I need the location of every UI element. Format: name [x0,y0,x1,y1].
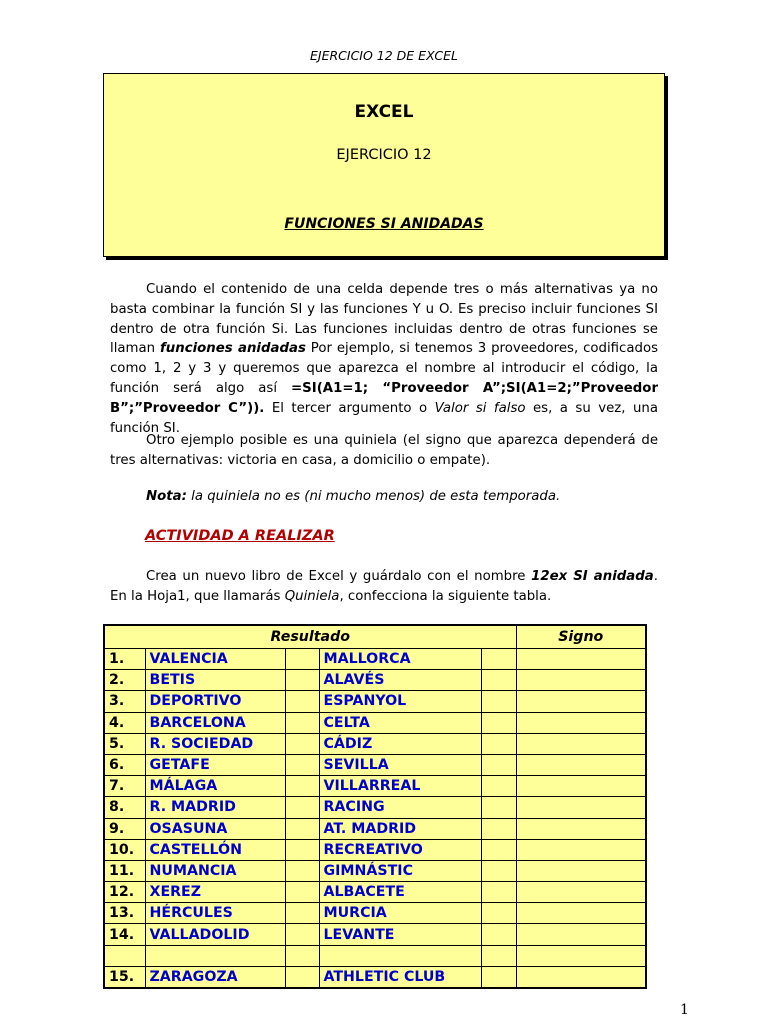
away-team: SEVILLA [319,754,481,775]
header-resultado: Resultado [104,625,516,649]
home-team: OSASUNA [145,818,285,839]
row-number [104,945,145,966]
table-row [104,733,646,754]
activity-paragraph: Crea un nuevo libro de Excel y guárdalo con el nombre 12ex SI anidada. En la Hoja1, que llamarás Quiniela, confecciona la siguiente tabla. [110,569,658,604]
running-header: EJERCICIO 12 DE EXCEL [309,48,459,63]
home-team: HÉRCULES [145,903,285,924]
home-score-cell [285,966,319,988]
home-team: MÁLAGA [145,776,285,797]
table-row [104,797,646,818]
row-number: 3. [104,691,145,712]
home-score-cell [285,670,319,691]
away-team: RACING [319,797,481,818]
table-row [104,945,646,966]
sign-cell [516,712,646,733]
home-score-cell [285,818,319,839]
table-row [104,966,646,988]
sign-cell [516,924,646,945]
table-row [104,924,646,945]
row-number: 15. [104,966,145,988]
away-score-cell [481,754,516,775]
away-team: GIMNÁSTIC [319,860,481,881]
away-score-cell [481,670,516,691]
home-score-cell [285,691,319,712]
table-row [104,649,646,670]
away-score-cell [481,860,516,881]
home-team: DEPORTIVO [145,691,285,712]
row-number: 11. [104,860,145,881]
sign-cell [516,670,646,691]
away-team: AT. MADRID [319,818,481,839]
home-score-cell [285,903,319,924]
row-number: 12. [104,882,145,903]
home-team: ZARAGOZA [145,966,285,988]
exercise-subtitle: EJERCICIO 12 [336,147,432,163]
doc-title: EXCEL [354,102,414,122]
away-team: MALLORCA [319,649,481,670]
row-number: 7. [104,776,145,797]
away-score-cell [481,966,516,988]
home-team: GETAFE [145,754,285,775]
sign-cell [516,839,646,860]
topic-heading: FUNCIONES SI ANIDADAS [284,216,484,232]
table-row [104,818,646,839]
sign-cell [516,966,646,988]
away-score-cell [481,797,516,818]
row-number: 5. [104,733,145,754]
away-team: ALBACETE [319,882,481,903]
away-score-cell [481,945,516,966]
note-paragraph: Nota: la quiniela no es (ni mucho menos) de esta temporada. [146,489,561,504]
home-score-cell [285,649,319,670]
home-score-cell [285,839,319,860]
home-team: VALENCIA [145,649,285,670]
table-row [104,754,646,775]
sign-cell [516,903,646,924]
sign-cell [516,882,646,903]
away-score-cell [481,776,516,797]
sign-cell [516,945,646,966]
header-signo: Signo [516,625,646,649]
away-team: MURCIA [319,903,481,924]
page-number: 1 [680,1002,689,1018]
away-score-cell [481,733,516,754]
sign-cell [516,776,646,797]
away-score-cell [481,882,516,903]
row-number: 2. [104,670,145,691]
table-row [104,860,646,881]
sign-cell [516,818,646,839]
activity-heading: ACTIVIDAD A REALIZAR [145,528,335,544]
table-row [104,839,646,860]
home-team: BARCELONA [145,712,285,733]
away-score-cell [481,924,516,945]
away-team: ATHLETIC CLUB [319,966,481,988]
home-score-cell [285,712,319,733]
home-score-cell [285,945,319,966]
away-team: VILLARREAL [319,776,481,797]
home-team: NUMANCIA [145,860,285,881]
home-score-cell [285,882,319,903]
away-score-cell [481,818,516,839]
away-score-cell [481,839,516,860]
table-row [104,670,646,691]
row-number: 4. [104,712,145,733]
row-number: 8. [104,797,145,818]
table-row [104,712,646,733]
away-score-cell [481,649,516,670]
row-number: 9. [104,818,145,839]
home-score-cell [285,776,319,797]
table-row [104,691,646,712]
home-team: XEREZ [145,882,285,903]
home-score-cell [285,754,319,775]
away-team: ALAVÉS [319,670,481,691]
table-row [104,882,646,903]
row-number: 14. [104,924,145,945]
example-paragraph: Otro ejemplo posible es una quiniela (el signo que aparezca dependerá de tres alternativas: victoria en casa, a domicilio o empate). [110,433,658,468]
away-team: CELTA [319,712,481,733]
sign-cell [516,797,646,818]
away-team: ESPANYOL [319,691,481,712]
intro-paragraph: Cuando el contenido de una celda depende tres o más alternativas ya no basta combinar la función SI y las funciones Y u O. Es preciso incluir funciones SI dentro de otra función Si. Las funciones incluidas dentro de otras funciones se llaman funciones anidadas Por ejemplo, si tenemos 3 proveedores, codificados como 1, 2 y 3 y queremos que aparezca el nombre al introducir el código, la función será algo así =SI(A1=1; “Proveedor A”;SI(A1=2;”Proveedor B”;”Proveedor C”)). El tercer argumento o Valor si falso es, a su vez, una función SI. [110,282,659,436]
home-team: VALLADOLID [145,924,285,945]
away-score-cell [481,903,516,924]
home-team: BETIS [145,670,285,691]
row-number: 6. [104,754,145,775]
away-team: LEVANTE [319,924,481,945]
home-team: R. SOCIEDAD [145,733,285,754]
away-team [319,945,481,966]
sign-cell [516,860,646,881]
sign-cell [516,754,646,775]
away-score-cell [481,712,516,733]
title-box [103,73,665,257]
away-team: CÁDIZ [319,733,481,754]
sign-cell [516,733,646,754]
table-row [104,776,646,797]
table-row [104,903,646,924]
home-team: R. MADRID [145,797,285,818]
away-score-cell [481,691,516,712]
away-team: RECREATIVO [319,839,481,860]
table-header-row [104,625,646,649]
home-score-cell [285,733,319,754]
quiniela-table [103,624,647,989]
home-score-cell [285,860,319,881]
sign-cell [516,691,646,712]
row-number: 10. [104,839,145,860]
home-score-cell [285,797,319,818]
row-number: 13. [104,903,145,924]
home-team [145,945,285,966]
home-score-cell [285,924,319,945]
sign-cell [516,649,646,670]
row-number: 1. [104,649,145,670]
home-team: CASTELLÓN [145,839,285,860]
